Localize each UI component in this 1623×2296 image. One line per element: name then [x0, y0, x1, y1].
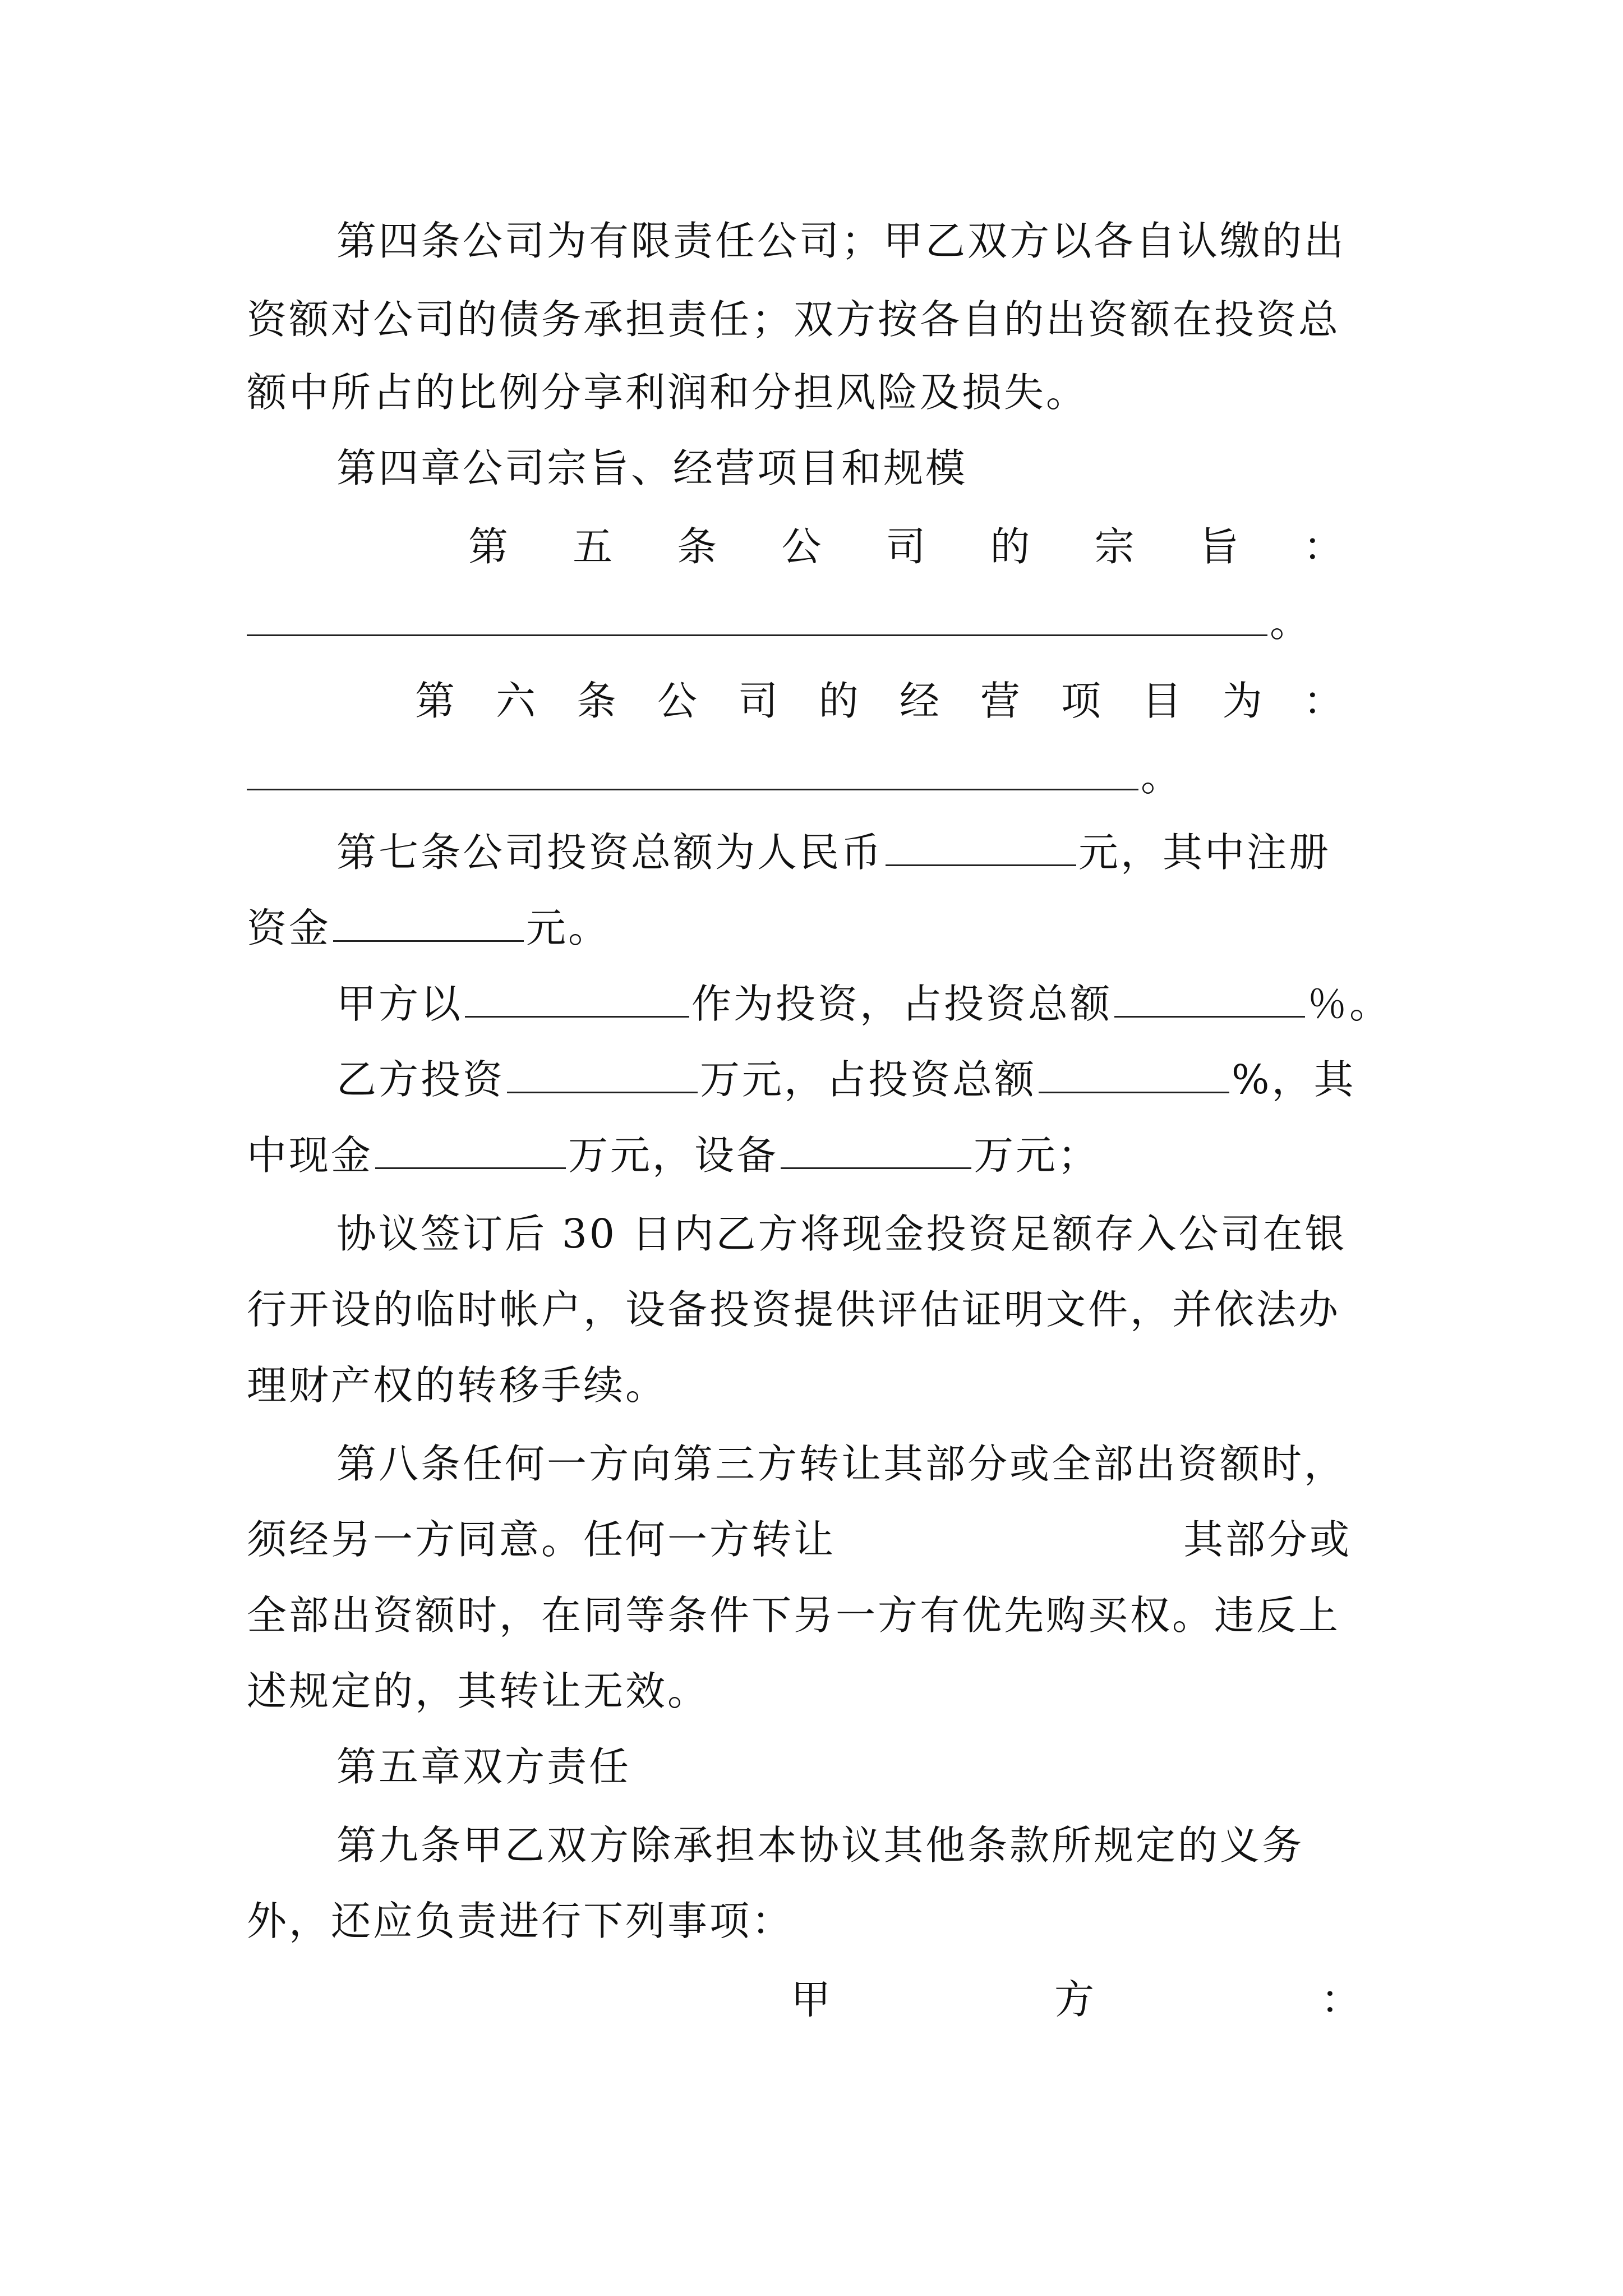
article-6-blank-line [247, 749, 1380, 805]
article-6-heading-char-12: ： [1303, 678, 1343, 724]
article-6-heading-char-1: 第 [415, 678, 455, 724]
business-scope-blank[interactable] [247, 754, 1138, 790]
article-5-heading-char-7: 宗 [1094, 523, 1135, 570]
article-6-heading-char-10: 目 [1141, 678, 1182, 724]
article-6-heading [415, 673, 1343, 729]
party-b-text-5: 万元，设备 [568, 1132, 779, 1179]
article-6-heading-char-7: 经 [899, 678, 939, 724]
party-a-heading [0, 1972, 1623, 2028]
article-7-text-2: 元，其中注册 [1078, 829, 1331, 876]
chapter-4-title: 第四章公司宗旨、经营项目和规模 [336, 445, 968, 491]
party-a-investment-line [336, 976, 1458, 1032]
party-a-text-3: ％。 [1307, 981, 1392, 1027]
purpose-blank[interactable] [247, 600, 1267, 636]
equipment-amount-blank[interactable] [781, 1133, 971, 1169]
total-investment-blank[interactable] [886, 830, 1076, 866]
article-8-text-2b: 其部分或 [1183, 1516, 1352, 1563]
article-6-heading-char-4: 公 [657, 678, 697, 724]
article-6-heading-char-8: 营 [980, 678, 1020, 724]
party-b-investment-line-2 [247, 1128, 1380, 1184]
article-6-heading-char-5: 司 [737, 678, 778, 724]
party-a-heading-char-3: ： [1321, 1976, 1363, 2023]
party-a-text-2: 作为投资，占投资总额 [691, 981, 1113, 1027]
registered-capital-blank[interactable] [333, 905, 524, 942]
party-b-text-6: 万元； [974, 1132, 1100, 1179]
article-8-line-3: 全部出资额时，在同等条件下另一方有优先购买权。违反上 [247, 1592, 1341, 1639]
party-b-text-4: 中现金 [247, 1132, 374, 1179]
article-9-line-2: 外，还应负责进行下列事项： [247, 1898, 794, 1944]
agreement-clause-line-3: 理财产权的转移手续。 [247, 1362, 668, 1409]
article-5-blank-line [247, 595, 1380, 651]
party-b-text-1: 乙方投资 [336, 1056, 505, 1103]
party-b-percent-blank[interactable] [1039, 1057, 1229, 1093]
article-5-heading-char-3: 条 [677, 523, 717, 570]
article-6-heading-char-3: 条 [576, 678, 616, 724]
cash-amount-blank[interactable] [375, 1133, 566, 1169]
article-5-heading-char-8: 旨 [1198, 523, 1239, 570]
article-6-heading-char-9: 项 [1061, 678, 1101, 724]
party-b-text-2: 万元，占投资总额 [700, 1056, 1037, 1103]
article-4-line-3: 额中所占的比例分享利润和分担风险及损失。 [247, 369, 1089, 416]
article-7-text-3: 资金 [247, 905, 331, 951]
article-8-line-1: 第八条任何一方向第三方转让其部分或全部出资额时， [336, 1441, 1347, 1487]
party-a-percent-blank[interactable] [1114, 981, 1305, 1018]
article-6-end: 。 [1141, 753, 1183, 800]
chapter-5-title: 第五章双方责任 [336, 1743, 631, 1790]
party-a-asset-blank[interactable] [465, 981, 689, 1018]
article-7-line-2 [247, 900, 1380, 956]
article-6-heading-char-11: 为 [1222, 678, 1262, 724]
article-7-line-1 [336, 825, 1380, 881]
article-8-text-2a: 须经另一方同意。任何一方转让 [247, 1516, 836, 1563]
article-7-text-4: 元。 [526, 905, 611, 951]
article-5-heading [468, 519, 1343, 575]
article-5-heading-char-1: 第 [468, 523, 509, 570]
agreement-clause-line-2: 行开设的临时帐户，设备投资提供评估证明文件，并依法办 [247, 1286, 1341, 1333]
article-8-line-4: 述规定的，其转让无效。 [247, 1668, 710, 1714]
article-9-line-1: 第九条甲乙双方除承担本协议其他条款所规定的义务 [336, 1822, 1304, 1869]
party-a-heading-char-1: 甲 [791, 1976, 833, 2023]
agreement-clause-line-1: 协议签订后 30 日内乙方将现金投资足额存入公司在银 [336, 1211, 1347, 1257]
party-a-heading-char-2: 方 [1054, 1976, 1097, 2023]
article-8-line-2 [247, 1512, 1380, 1568]
article-5-end: 。 [1270, 599, 1312, 646]
party-a-text-1: 甲方以 [336, 981, 463, 1027]
party-b-amount-blank[interactable] [507, 1057, 698, 1093]
article-6-heading-char-6: 的 [818, 678, 859, 724]
article-7-text-1: 第七条公司投资总额为人民币 [336, 829, 884, 876]
article-4-line-1: 第四条公司为有限责任公司；甲乙双方以各自认缴的出 [336, 218, 1347, 264]
article-5-heading-char-6: 的 [990, 523, 1030, 570]
party-b-investment-line-1 [336, 1052, 1380, 1108]
party-b-text-3: %，其 [1232, 1056, 1356, 1103]
article-5-heading-char-9: ： [1303, 523, 1343, 570]
article-6-heading-char-2: 六 [495, 678, 536, 724]
article-5-heading-char-4: 公 [781, 523, 822, 570]
article-4-line-2: 资额对公司的债务承担责任；双方按各自的出资额在投资总 [247, 296, 1341, 343]
article-5-heading-char-2: 五 [573, 523, 613, 570]
article-5-heading-char-5: 司 [886, 523, 926, 570]
